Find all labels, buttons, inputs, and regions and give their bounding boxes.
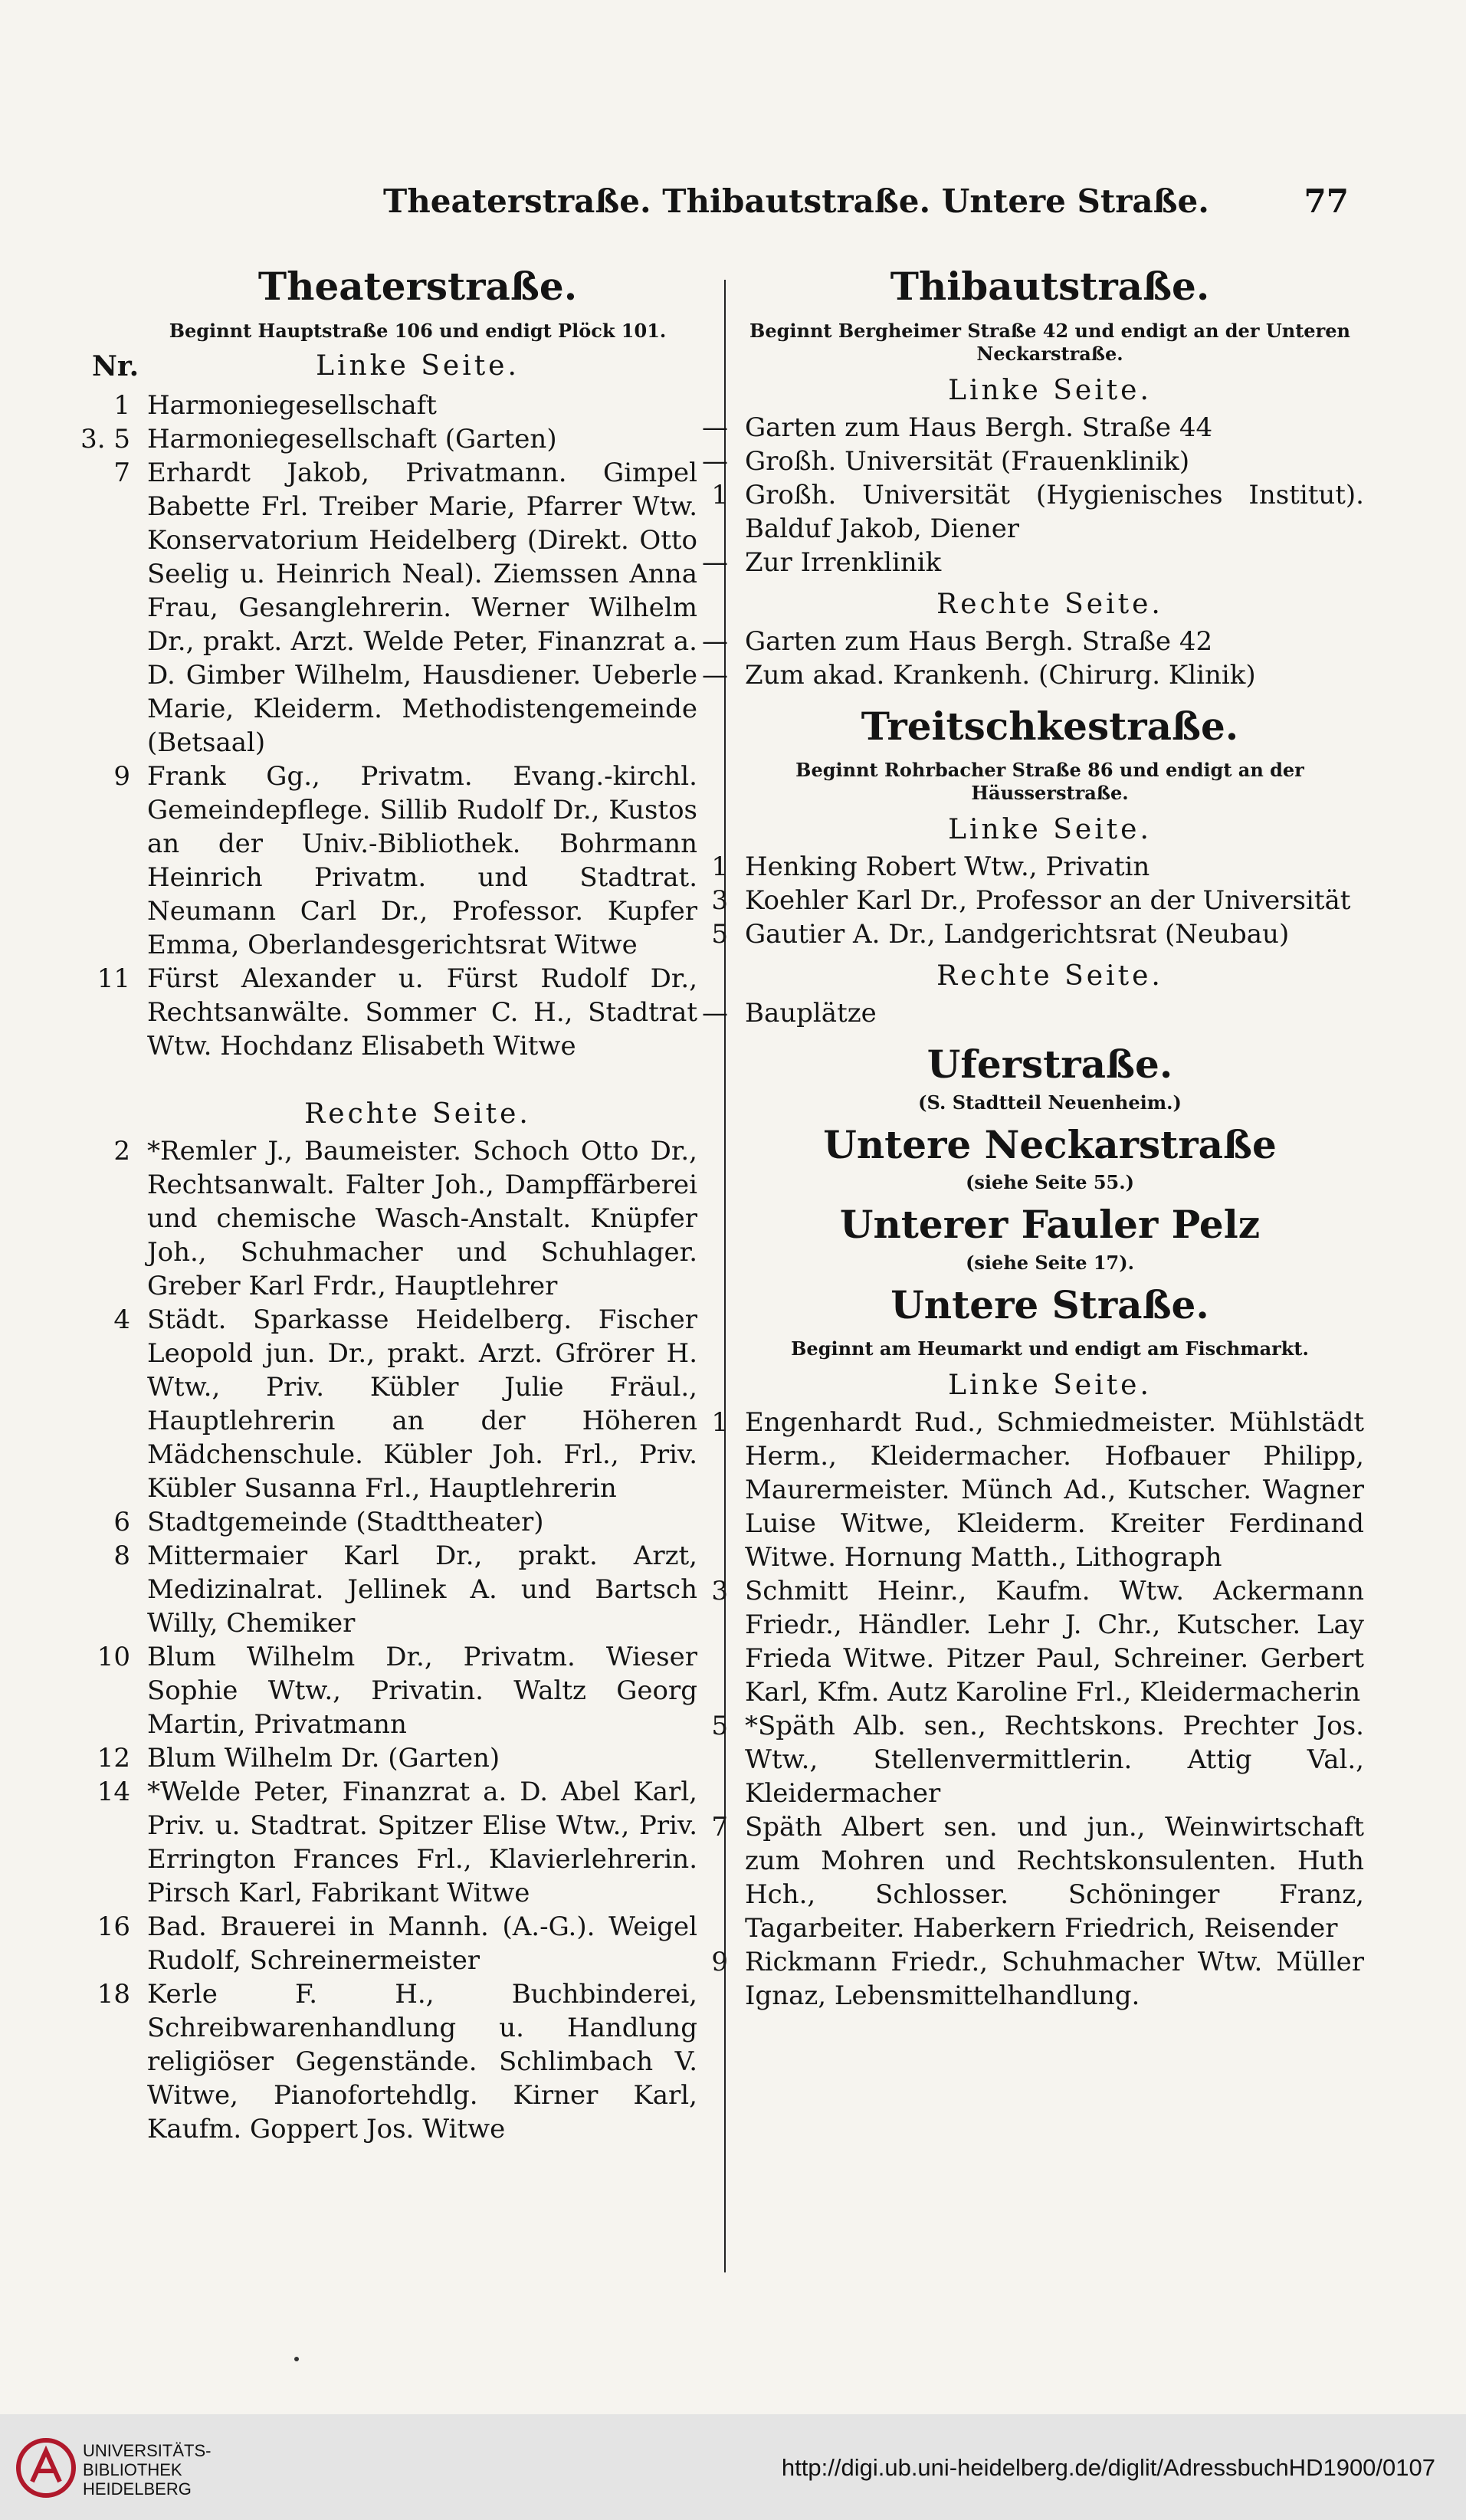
cross-reference: (S. Stadtteil Neuenheim.)	[918, 1091, 1182, 1114]
street-title-thibautstrasse: Thibautstraße.	[890, 264, 1210, 309]
list-item: — Garten zum Haus Bergh. Straße 44	[702, 412, 1213, 443]
running-header	[337, 182, 1349, 228]
right-column	[702, 264, 1364, 2013]
street-title-unterer-fauler-pelz: Unterer Fauler Pelz	[839, 1202, 1261, 1247]
source-url[interactable]: http://digi.ub.uni-heidelberg.de/diglit/AdressbuchHD1900/0107	[781, 2454, 1435, 2481]
side-label-rechts: Rechte Seite.	[936, 960, 1163, 992]
list-item: 7 Späth Albert sen. und jun., Weinwirtschaft zum Mohren und Rechtskonsulenten. Huth Hch., Schlosser. Schöninger Franz, Tagarbeiter. Haberkern Friedrich, Reisender	[711, 1812, 1364, 1944]
column-header	[92, 349, 697, 389]
list-item: 3 Schmitt Heinr., Kaufm. Wtw. Ackermann Friedr., Händler. Lehr J. Chr., Kutscher. Lay Frieda Witwe. Pitzer Paul, Schreiner. Gerbert Karl, Kfm. Autz Karoline Frl., Kleidermacherin	[711, 1576, 1364, 1708]
street-title-uferstrasse: Uferstraße.	[926, 1042, 1173, 1087]
list-item: — Zur Irrenklinik	[702, 546, 942, 578]
list-item: 12 Blum Wilhelm Dr. (Garten)	[97, 1742, 500, 1774]
side-label-links: Linke Seite.	[948, 814, 1152, 845]
side-label-rechts: Rechte Seite.	[936, 588, 1163, 620]
side-label-links: Linke Seite.	[948, 374, 1152, 406]
list-item: 4 Städt. Sparkasse Heidelberg. Fischer Leopold jun. Dr., prakt. Arzt. Gfrörer H. Wtw., Priv. Kübler Julie Fräul., Hauptlehrerin an der Höheren Mädchenschule. Kübler Joh. Frl., Priv. Kübler Susanna Frl., Hauptlehrerin	[113, 1304, 697, 1504]
entry-list-rechts	[97, 1134, 697, 2146]
list-item: — Großh. Universität (Frauenklinik)	[702, 445, 1190, 477]
street-intro: Beginnt Hauptstraße 106 und endigt Plöck 101.	[169, 319, 667, 342]
print-speck	[294, 2357, 299, 2361]
list-item: 1 Henking Robert Wtw., Privatin	[711, 851, 1150, 882]
list-item: — Garten zum Haus Bergh. Straße 42	[702, 625, 1213, 657]
entry-list-links	[80, 389, 697, 1063]
list-item: 18 Kerle F. H., Buchbinderei, Schreibwarenhandlung u. Handlung religiöser Gegenstände. Schlimbach V. Witwe, Pianofortehdlg. Kirner Karl, Kaufm. Goppert Jos. Witwe	[97, 1978, 697, 2144]
library-logo-icon	[15, 2437, 77, 2499]
list-item: 10 Blum Wilhelm Dr., Privatm. Wieser Sophie Wtw., Privatin. Waltz Georg Martin, Privatmann	[97, 1641, 697, 1740]
street-title-untere-strasse: Untere Straße.	[890, 1281, 1209, 1327]
running-title: Theaterstraße. Thibautstraße. Untere Straße.	[383, 182, 1209, 220]
list-item: 14 *Welde Peter, Finanzrat a. D. Abel Karl, Priv. u. Stadtrat. Spitzer Elise Wtw., Priv. Errington Frances Frl., Klavierlehrerin. Pirsch Karl, Fabrikant Witwe	[97, 1776, 697, 1908]
library-name: UNIVERSITÄTS- BIBLIOTHEK HEIDELBERG	[83, 2441, 212, 2499]
side-label-links: Linke Seite.	[316, 349, 520, 382]
nr-label: Nr.	[92, 349, 139, 382]
list-item: 11 Fürst Alexander u. Fürst Rudolf Dr., Rechtsanwälte. Sommer C. H., Stadtrat Wtw. Hochdanz Elisabeth Witwe	[97, 963, 697, 1061]
list-item: 1 Harmoniegesellschaft	[113, 389, 437, 421]
list-item: 9 Rickmann Friedr., Schuhmacher Wtw. Müller Ignaz, Lebensmittelhandlung.	[711, 1947, 1364, 2011]
street-intro: Beginnt am Heumarkt und endigt am Fischmarkt.	[791, 1337, 1309, 1360]
list-item: 8 Mittermaier Karl Dr., prakt. Arzt, Medizinalrat. Jellinek A. und Bartsch Willy, Chemiker	[113, 1540, 697, 1639]
list-item: 7 Erhardt Jakob, Privatmann. Gimpel Babette Frl. Treiber Marie, Pfarrer Wtw. Konservatorium Heidelberg (Direkt. Otto Seelig u. Heinrich Neal). Ziemssen Anna Frau, Gesanglehrerin. Werner Wilhelm Dr., prakt. Arzt. Welde Peter, Finanzrat a. D. Gimber Wilhelm, Hausdiener. Ueberle Marie, Kleiderm. Methodistengemeinde (Betsaal)	[113, 457, 697, 758]
list-item: 5 *Späth Alb. sen., Rechtskons. Prechter Jos. Wtw., Stellenvermittlerin. Attig Val., Kleidermacher	[711, 1711, 1364, 1809]
page-number: 77	[1304, 182, 1349, 220]
list-item: — Zum akad. Krankenh. (Chirurg. Klinik)	[702, 659, 1256, 691]
side-label-rechts: Rechte Seite.	[304, 1098, 531, 1130]
list-item: 6 Stadtgemeinde (Stadttheater)	[113, 1506, 544, 1537]
street-intro: Beginnt Bergheimer Straße 42 und endigt an der Unteren Neckarstraße.	[749, 319, 1350, 365]
footer-bar	[0, 2414, 1466, 2520]
list-item: 9 Frank Gg., Privatm. Evang.-kirchl. Gemeindepflege. Sillib Rudolf Dr., Kustos an der Univ.-Bibliothek. Bohrmann Heinrich Privatm. und Stadtrat. Neumann Carl Dr., Professor. Kupfer Emma, Oberlandesgerichtsrat Witwe	[113, 760, 697, 960]
cross-reference: (siehe Seite 55.)	[966, 1171, 1134, 1193]
side-label-links: Linke Seite.	[948, 1370, 1152, 1401]
list-item: 3 Koehler Karl Dr., Professor an der Universität	[711, 885, 1351, 916]
list-item: 1 Großh. Universität (Hygienisches Institut). Balduf Jakob, Diener	[711, 479, 1364, 544]
street-title-treitschkestrasse: Treitschkestraße.	[861, 703, 1239, 749]
list-item: 5 Gautier A. Dr., Landgerichtsrat (Neubau)	[711, 919, 1290, 950]
list-item: 3. 5 Harmoniegesellschaft (Garten)	[80, 423, 557, 454]
street-intro: Beginnt Rohrbacher Straße 86 und endigt an der Häusserstraße.	[795, 759, 1304, 804]
left-column	[80, 264, 697, 2146]
cross-reference: (siehe Seite 17).	[966, 1251, 1134, 1274]
list-item: — Bauplätze	[702, 998, 877, 1029]
street-title-untere-neckarstrasse: Untere Neckarstraße	[823, 1121, 1277, 1167]
list-item: 1 Engenhardt Rud., Schmiedmeister. Mühlstädt Herm., Kleidermacher. Hofbauer Philipp, Maurermeister. Münch Ad., Kutscher. Wagner Luise Witwe, Kleiderm. Kreiter Ferdinand Witwe. Hornung Matth., Lithograph	[711, 1407, 1364, 1573]
list-item: 16 Bad. Brauerei in Mannh. (A.-G.). Weigel Rudolf, Schreinermeister	[97, 1911, 697, 1976]
list-item: 2 *Remler J., Baumeister. Schoch Otto Dr., Rechtsanwalt. Falter Joh., Dampffärberei und chemische Wasch-Anstalt. Knüpfer Joh., Schuhmacher und Schuhlager. Greber Karl Frdr., Hauptlehrer	[113, 1135, 697, 1301]
street-title-theaterstrasse: Theaterstraße.	[257, 264, 578, 309]
